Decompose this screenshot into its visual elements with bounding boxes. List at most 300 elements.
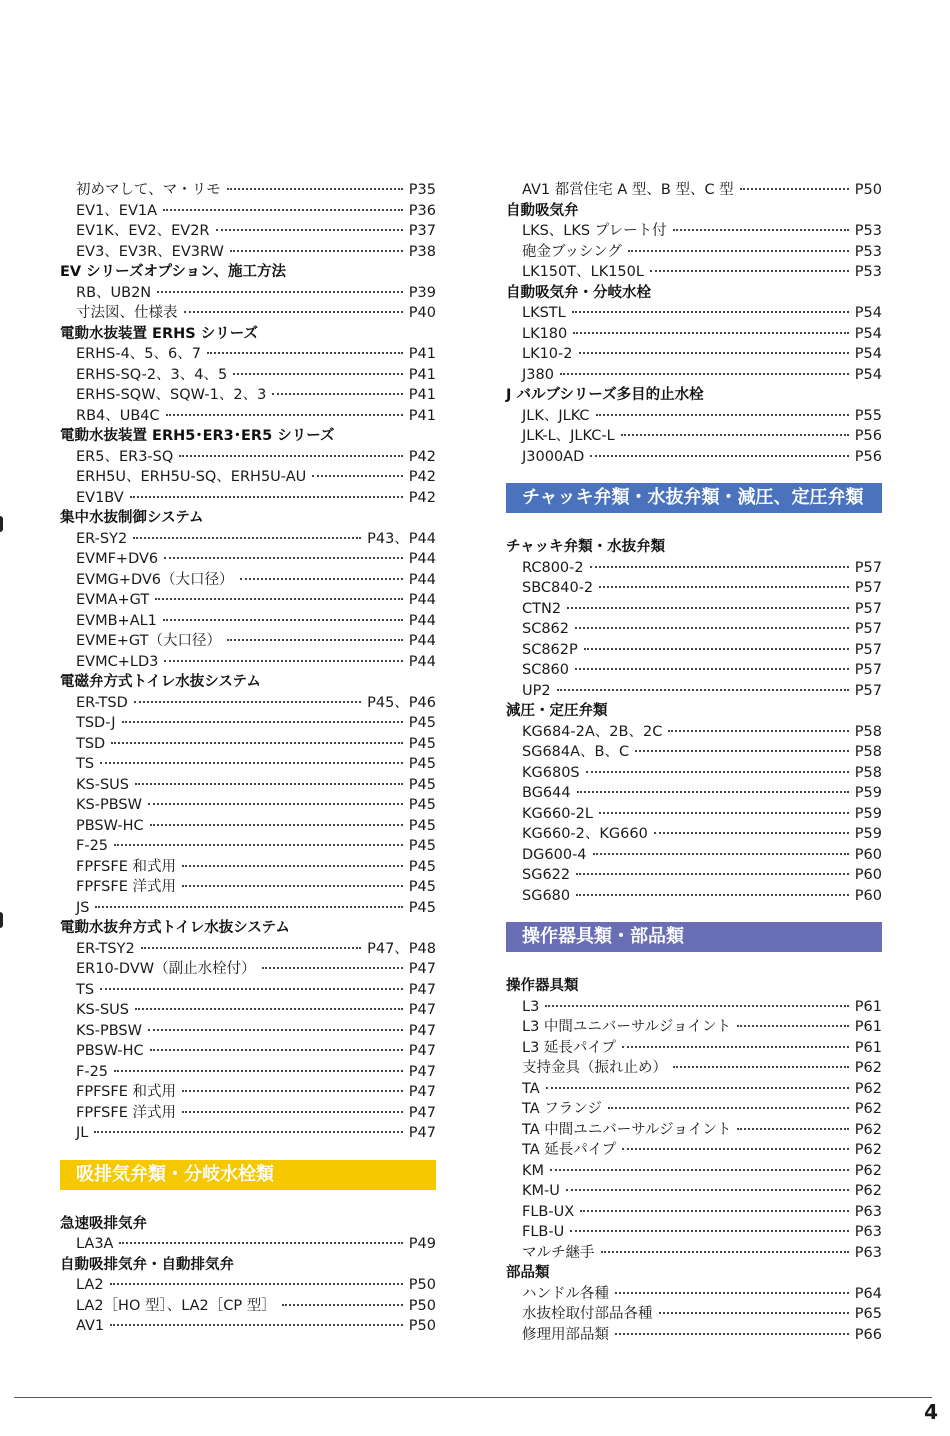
toc-entry xyxy=(60,1021,436,1042)
dot-leader xyxy=(227,639,403,641)
toc-entry-name: CTN2 xyxy=(522,600,562,617)
toc-entry-name: SG684A、B、C xyxy=(522,744,630,760)
toc-entry xyxy=(506,1161,882,1182)
toc-entry-page: P54 xyxy=(854,346,882,362)
dot-leader xyxy=(233,373,403,375)
section-heading: 自動吸気弁・分岐水栓 xyxy=(506,284,651,301)
toc-entry-name: L3 xyxy=(522,998,540,1015)
dot-leader xyxy=(227,188,403,190)
toc-entry xyxy=(60,734,436,755)
toc-entry-page: P57 xyxy=(854,621,882,637)
toc-entry xyxy=(60,1296,436,1317)
dot-leader xyxy=(570,1230,849,1232)
toc-entry xyxy=(506,886,882,907)
toc-entry-name: KS-PBSW xyxy=(76,1022,142,1039)
toc-entry xyxy=(60,795,436,816)
toc-entry-name: SC862 xyxy=(522,621,570,637)
toc-entry-page: P61 xyxy=(854,1019,882,1035)
toc-entry xyxy=(506,997,882,1018)
toc-entry xyxy=(60,898,436,919)
toc-entry-page: P45 xyxy=(408,838,436,854)
toc-entry xyxy=(60,365,436,386)
dot-leader xyxy=(155,598,403,600)
toc-entry-page: P44 xyxy=(408,571,436,588)
dot-leader xyxy=(628,250,849,252)
toc-entry xyxy=(60,611,436,632)
toc-entry-page: P59 xyxy=(854,785,882,801)
toc-entry-name: SC860 xyxy=(522,662,570,678)
toc-entry-page: P44 xyxy=(408,653,436,670)
toc-entry-page: P45 xyxy=(408,858,436,875)
toc-entry-page: P62 xyxy=(854,1162,882,1179)
toc-entry-page: P62 xyxy=(854,1080,882,1097)
toc-entry-name: SBC840-2 xyxy=(522,580,594,596)
toc-entry-name: TA 延長パイプ xyxy=(522,1142,617,1158)
toc-entry-page: P62 xyxy=(854,1101,882,1117)
toc-entry xyxy=(506,344,882,365)
dot-leader xyxy=(110,1283,403,1285)
toc-entry xyxy=(60,242,436,263)
toc-entry-name: KS-PBSW xyxy=(76,797,142,813)
toc-entry-page: P40 xyxy=(408,305,436,321)
section-heading: 自動吸気弁 xyxy=(506,202,579,219)
toc-entry-page: P50 xyxy=(854,182,882,198)
toc-entry-name: 支持金具（振れ止め） xyxy=(522,1060,667,1076)
toc-entry-name: KG660-2L xyxy=(522,805,593,822)
toc-entry-page: P35 xyxy=(408,182,436,198)
section-heading: 電動水抜装置 ERHS シリーズ xyxy=(60,325,259,342)
toc-entry-page: P57 xyxy=(854,559,882,576)
toc-entry xyxy=(60,713,436,734)
toc-entry xyxy=(506,262,882,283)
toc-entry-name: ER-TSD xyxy=(76,694,128,711)
dot-leader xyxy=(182,885,403,887)
dot-leader xyxy=(545,1005,848,1007)
dot-leader xyxy=(601,1251,849,1253)
toc-entry xyxy=(506,804,882,825)
section-heading: 減圧・定圧弁類 xyxy=(506,703,608,719)
dot-leader xyxy=(122,721,403,723)
toc-entry-page: P47、P48 xyxy=(367,940,436,957)
toc-entry xyxy=(60,570,436,591)
toc-entry-name: SC862P xyxy=(522,641,578,658)
toc-entry-page: P65 xyxy=(854,1306,882,1322)
dot-leader xyxy=(580,1210,849,1212)
toc-entry-name: FLB-UX xyxy=(522,1203,575,1220)
toc-entry-name: 砲金ブッシング xyxy=(522,243,622,260)
toc-entry-page: P53 xyxy=(854,223,882,239)
toc-entry xyxy=(60,201,436,222)
toc-entry-name: RB、UB2N xyxy=(76,284,152,301)
dot-leader xyxy=(575,627,849,629)
dot-leader xyxy=(590,566,849,568)
toc-entry-page: P47 xyxy=(408,981,436,998)
toc-entry-name: EV3、EV3R、EV3RW xyxy=(76,243,224,260)
toc-entry-name: マルチ継手 xyxy=(522,1244,595,1261)
toc-entry-name: AV1 都営住宅 A 型、B 型、C 型 xyxy=(522,182,734,198)
dot-leader xyxy=(182,1090,403,1092)
toc-entry-name: KS-SUS xyxy=(76,776,129,793)
toc-entry-name: 初めマして、マ・リモ xyxy=(76,182,221,198)
toc-entry xyxy=(506,763,882,784)
toc-entry-name: FPFSFE 洋式用 xyxy=(76,1104,176,1121)
toc-entry xyxy=(506,406,882,427)
toc-entry xyxy=(60,447,436,468)
toc-entry-name: ERHS-SQ-2、3、4、5 xyxy=(76,366,228,383)
toc-entry-name: KG684-2A、2B、2C xyxy=(522,723,663,740)
dot-leader xyxy=(110,1324,403,1326)
toc-entry xyxy=(506,599,882,620)
toc-entry xyxy=(60,857,436,878)
toc-entry-name: LA2［HO 型］、LA2［CP 型］ xyxy=(76,1297,276,1314)
toc-entry-name: SG680 xyxy=(522,887,571,904)
toc-entry-name: KG680S xyxy=(522,764,580,781)
toc-entry xyxy=(60,385,436,406)
dot-leader xyxy=(557,689,849,691)
toc-entry-name: KM xyxy=(522,1162,545,1179)
toc-entry-page: P66 xyxy=(854,1326,882,1343)
toc-entry xyxy=(60,221,436,242)
toc-entry-page: P60 xyxy=(854,887,882,904)
footer-rule xyxy=(14,1397,932,1398)
toc-entry-name: ERH5U、ERH5U-SQ、ERH5U-AU xyxy=(76,469,307,485)
toc-entry-name: EVMG+DV6（大口径） xyxy=(76,571,234,588)
toc-entry-page: P45 xyxy=(408,899,436,916)
toc-entry-page: P57 xyxy=(854,600,882,617)
toc-entry-page: P63 xyxy=(854,1244,882,1261)
toc-entry-name: EVMC+LD3 xyxy=(76,653,159,670)
dot-leader xyxy=(148,803,403,805)
toc-entry-page: P41 xyxy=(408,407,436,424)
toc-entry xyxy=(60,939,436,960)
dot-leader xyxy=(111,742,403,744)
dot-leader xyxy=(240,578,403,580)
binding-hole-mark xyxy=(0,516,3,532)
toc-entry xyxy=(60,1275,436,1296)
toc-entry xyxy=(60,836,436,857)
dot-leader xyxy=(622,1046,849,1048)
toc-entry-page: P45 xyxy=(408,776,436,793)
dot-leader xyxy=(262,967,403,969)
toc-entry-page: P50 xyxy=(408,1318,436,1334)
dot-leader xyxy=(100,988,403,990)
toc-entry xyxy=(506,303,882,324)
toc-entry-name: TS xyxy=(76,981,95,998)
toc-entry xyxy=(506,1222,882,1243)
toc-entry xyxy=(60,180,436,201)
toc-entry xyxy=(506,1058,882,1079)
toc-entry-page: P47 xyxy=(408,1084,436,1100)
toc-entry-page: P37 xyxy=(408,223,436,239)
toc-entry-name: RB4、UB4C xyxy=(76,407,160,424)
toc-entry-page: P57 xyxy=(854,662,882,678)
toc-entry xyxy=(60,775,436,796)
toc-entry-name: EVME+GT（大口径） xyxy=(76,633,221,649)
toc-entry-name: L3 延長パイプ xyxy=(522,1039,616,1056)
section-heading: J バルブシリーズ多目的止水栓 xyxy=(506,387,704,403)
toc-entry-name: EVMF+DV6 xyxy=(76,551,159,567)
toc-entry xyxy=(60,529,436,550)
toc-entry-page: P45 xyxy=(408,817,436,834)
toc-entry-page: P42 xyxy=(408,469,436,485)
toc-entry-name: EVMB+AL1 xyxy=(76,612,157,629)
binding-hole-mark xyxy=(0,912,3,928)
toc-entry-name: TA 中間ユニバーサルジョイント xyxy=(522,1121,732,1138)
toc-entry-name: TA xyxy=(522,1080,540,1097)
toc-entry-page: P58 xyxy=(854,723,882,740)
dot-leader xyxy=(164,557,403,559)
dot-leader xyxy=(622,1148,848,1150)
dot-leader xyxy=(94,1131,402,1133)
dot-leader xyxy=(572,311,849,313)
toc-entry-name: TS xyxy=(76,756,95,772)
dot-leader xyxy=(599,812,849,814)
toc-entry-name: LK180 xyxy=(522,325,568,342)
dot-leader xyxy=(207,352,403,354)
dot-leader xyxy=(659,1312,849,1314)
toc-entry-name: ER10-DVW（副止水栓付） xyxy=(76,961,256,977)
toc-entry-name: UP2 xyxy=(522,682,551,699)
toc-entry xyxy=(506,1038,882,1059)
toc-entry-name: FPFSFE 和式用 xyxy=(76,1084,176,1100)
toc-entry-page: P62 xyxy=(854,1142,882,1158)
dot-leader xyxy=(163,209,403,211)
dot-leader xyxy=(576,873,849,875)
toc-entry-page: P42 xyxy=(408,489,436,506)
toc-entry-page: P41 xyxy=(408,366,436,383)
toc-entry-name: FPFSFE 和式用 xyxy=(76,858,176,875)
toc-entry xyxy=(60,754,436,775)
dot-leader xyxy=(546,1087,849,1089)
toc-entry xyxy=(60,283,436,304)
toc-entry xyxy=(506,1284,882,1305)
dot-leader xyxy=(584,648,849,650)
dot-leader xyxy=(577,791,849,793)
toc-entry xyxy=(506,180,882,201)
toc-entry xyxy=(506,619,882,640)
dot-leader xyxy=(596,414,849,416)
toc-entry-page: P60 xyxy=(854,867,882,883)
toc-entry xyxy=(506,578,882,599)
toc-entry-page: P44 xyxy=(408,592,436,608)
toc-entry-name: ERHS-SQW、SQW-1、2、3 xyxy=(76,387,267,403)
toc-entry xyxy=(506,324,882,345)
toc-entry-name: TSD xyxy=(76,735,106,752)
toc-entry-name: EV1、EV1A xyxy=(76,202,158,219)
toc-entry-page: P57 xyxy=(854,641,882,658)
dot-leader xyxy=(567,607,849,609)
dot-leader xyxy=(182,865,403,867)
toc-entry-page: P47 xyxy=(408,1125,436,1141)
toc-entry-page: P45、P46 xyxy=(367,694,436,711)
dot-leader xyxy=(135,783,403,785)
toc-entry-page: P55 xyxy=(854,407,882,424)
toc-entry xyxy=(506,1017,882,1038)
toc-entry xyxy=(60,877,436,898)
dot-leader xyxy=(608,1107,849,1109)
dot-leader xyxy=(635,750,849,752)
dot-leader xyxy=(573,332,849,334)
dot-leader xyxy=(593,853,849,855)
toc-entry-name: KG660-2、KG660 xyxy=(522,826,648,842)
toc-entry-page: P57 xyxy=(854,682,882,699)
dot-leader xyxy=(654,832,849,834)
toc-entry-name: ERHS-4、5、6、7 xyxy=(76,346,201,362)
dot-leader xyxy=(282,1304,403,1306)
dot-leader xyxy=(650,270,849,272)
dot-leader xyxy=(586,771,849,773)
dot-leader xyxy=(621,434,849,436)
dot-leader xyxy=(179,455,403,457)
toc-entry xyxy=(60,959,436,980)
toc-entry-page: P45 xyxy=(408,879,436,895)
toc-entry-name: ER-TSY2 xyxy=(76,940,135,957)
toc-entry-name: JLK、JLKC xyxy=(522,407,590,424)
toc-entry-page: P41 xyxy=(408,346,436,362)
dot-leader xyxy=(164,660,402,662)
toc-entry-page: P61 xyxy=(854,998,882,1015)
toc-entry-page: P61 xyxy=(854,1039,882,1056)
toc-entry xyxy=(506,722,882,743)
toc-entry-page: P64 xyxy=(854,1285,882,1302)
section-heading: 電動水抜装置 ERH5･ER3･ER5 シリーズ xyxy=(60,428,335,444)
dot-leader xyxy=(95,906,402,908)
toc-entry-page: P63 xyxy=(854,1224,882,1240)
toc-entry xyxy=(506,1325,882,1346)
toc-entry xyxy=(506,1181,882,1202)
toc-entry-page: P47 xyxy=(408,1043,436,1059)
toc-entry-name: 寸法図、仕様表 xyxy=(76,305,178,321)
toc-entry-name: 水抜栓取付部品各種 xyxy=(522,1306,653,1322)
toc-entry-page: P59 xyxy=(854,805,882,822)
toc-entry xyxy=(506,865,882,886)
dot-leader xyxy=(216,229,403,231)
toc-entry-page: P47 xyxy=(408,961,436,977)
toc-entry xyxy=(60,590,436,611)
toc-entry xyxy=(506,660,882,681)
dot-leader xyxy=(230,250,403,252)
dot-leader xyxy=(615,1333,849,1335)
section-heading: 集中水抜制御システム xyxy=(60,510,204,526)
toc-entry-name: FPFSFE 洋式用 xyxy=(76,879,176,895)
toc-left-column xyxy=(60,180,436,1337)
toc-entry xyxy=(60,1316,436,1337)
dot-leader xyxy=(150,824,403,826)
dot-leader xyxy=(119,1242,402,1244)
toc-entry xyxy=(506,365,882,386)
toc-entry-name: LK150T、LK150L xyxy=(522,264,644,280)
toc-entry-page: P42 xyxy=(408,448,436,465)
toc-entry-page: P58 xyxy=(854,764,882,781)
toc-entry-page: P54 xyxy=(854,366,882,383)
section-heading: EV シリーズオプション、施工方法 xyxy=(60,264,286,280)
toc-entry xyxy=(506,242,882,263)
toc-entry-page: P43、P44 xyxy=(367,530,436,547)
dot-leader xyxy=(737,1128,848,1130)
dot-leader xyxy=(575,668,849,670)
toc-entry xyxy=(60,1041,436,1062)
dot-leader xyxy=(576,894,849,896)
section-heading: 自動吸排気弁・自動排気弁 xyxy=(60,1256,234,1273)
category-banner: 吸排気弁類・分岐水栓類 xyxy=(60,1160,436,1190)
toc-entry-page: P59 xyxy=(854,826,882,842)
toc-entry-page: P62 xyxy=(854,1060,882,1076)
toc-entry-name: JLK-L、JLKC-L xyxy=(522,428,615,444)
toc-entry xyxy=(60,1103,436,1124)
toc-entry xyxy=(60,1123,436,1144)
toc-entry xyxy=(60,816,436,837)
toc-entry-page: P45 xyxy=(408,756,436,772)
toc-entry-name: JS xyxy=(76,899,90,916)
dot-leader xyxy=(114,844,403,846)
toc-entry xyxy=(506,1243,882,1264)
toc-entry-page: P60 xyxy=(854,846,882,863)
toc-entry-page: P47 xyxy=(408,1022,436,1039)
toc-entry-page: P54 xyxy=(854,325,882,342)
toc-entry-page: P44 xyxy=(408,612,436,629)
toc-entry xyxy=(60,1000,436,1021)
toc-entry xyxy=(506,845,882,866)
dot-leader xyxy=(312,475,403,477)
section-heading: 急速吸排気弁 xyxy=(60,1215,147,1232)
toc-entry-page: P47 xyxy=(408,1063,436,1080)
toc-entry-name: ER-SY2 xyxy=(76,530,128,547)
dot-leader xyxy=(182,1111,403,1113)
toc-entry-page: P62 xyxy=(854,1183,882,1199)
dot-leader xyxy=(100,762,403,764)
toc-entry xyxy=(60,693,436,714)
toc-entry-name: LK10-2 xyxy=(522,346,573,362)
dot-leader xyxy=(668,730,848,732)
dot-leader xyxy=(590,455,849,457)
dot-leader xyxy=(560,373,849,375)
dot-leader xyxy=(135,1008,403,1010)
category-banner: 操作器具類・部品類 xyxy=(506,922,882,952)
toc-entry xyxy=(60,980,436,1001)
toc-entry xyxy=(60,652,436,673)
dot-leader xyxy=(550,1169,849,1171)
toc-entry xyxy=(506,1099,882,1120)
toc-entry xyxy=(506,640,882,661)
dot-leader xyxy=(184,311,403,313)
dot-leader xyxy=(737,1025,849,1027)
toc-entry-name: TA フランジ xyxy=(522,1101,602,1117)
toc-entry-name: J380 xyxy=(522,366,554,383)
toc-entry-name: LKSTL xyxy=(522,305,566,321)
toc-entry-page: P44 xyxy=(408,633,436,649)
toc-right-column xyxy=(506,180,882,1345)
dot-leader xyxy=(157,291,403,293)
toc-entry-name: KS-SUS xyxy=(76,1002,129,1018)
toc-entry-name: L3 中間ユニバーサルジョイント xyxy=(522,1019,732,1035)
toc-entry xyxy=(60,488,436,509)
toc-entry xyxy=(506,1304,882,1325)
toc-entry-page: P56 xyxy=(854,448,882,465)
toc-entry-page: P47 xyxy=(408,1002,436,1018)
dot-leader xyxy=(150,1049,403,1051)
toc-entry-name: BG644 xyxy=(522,785,571,801)
toc-entry-page: P49 xyxy=(408,1236,436,1252)
section-heading: チャッキ弁類・水抜弁類 xyxy=(506,539,666,555)
toc-entry-page: P44 xyxy=(408,551,436,567)
toc-entry xyxy=(60,406,436,427)
section-heading: 電磁弁方式トイレ水抜システム xyxy=(60,674,261,690)
toc-entry-name: EV1BV xyxy=(76,489,124,506)
toc-entry-name: JL xyxy=(76,1125,89,1141)
toc-entry xyxy=(506,824,882,845)
toc-entry xyxy=(506,426,882,447)
toc-entry-name: RC800-2 xyxy=(522,559,584,576)
